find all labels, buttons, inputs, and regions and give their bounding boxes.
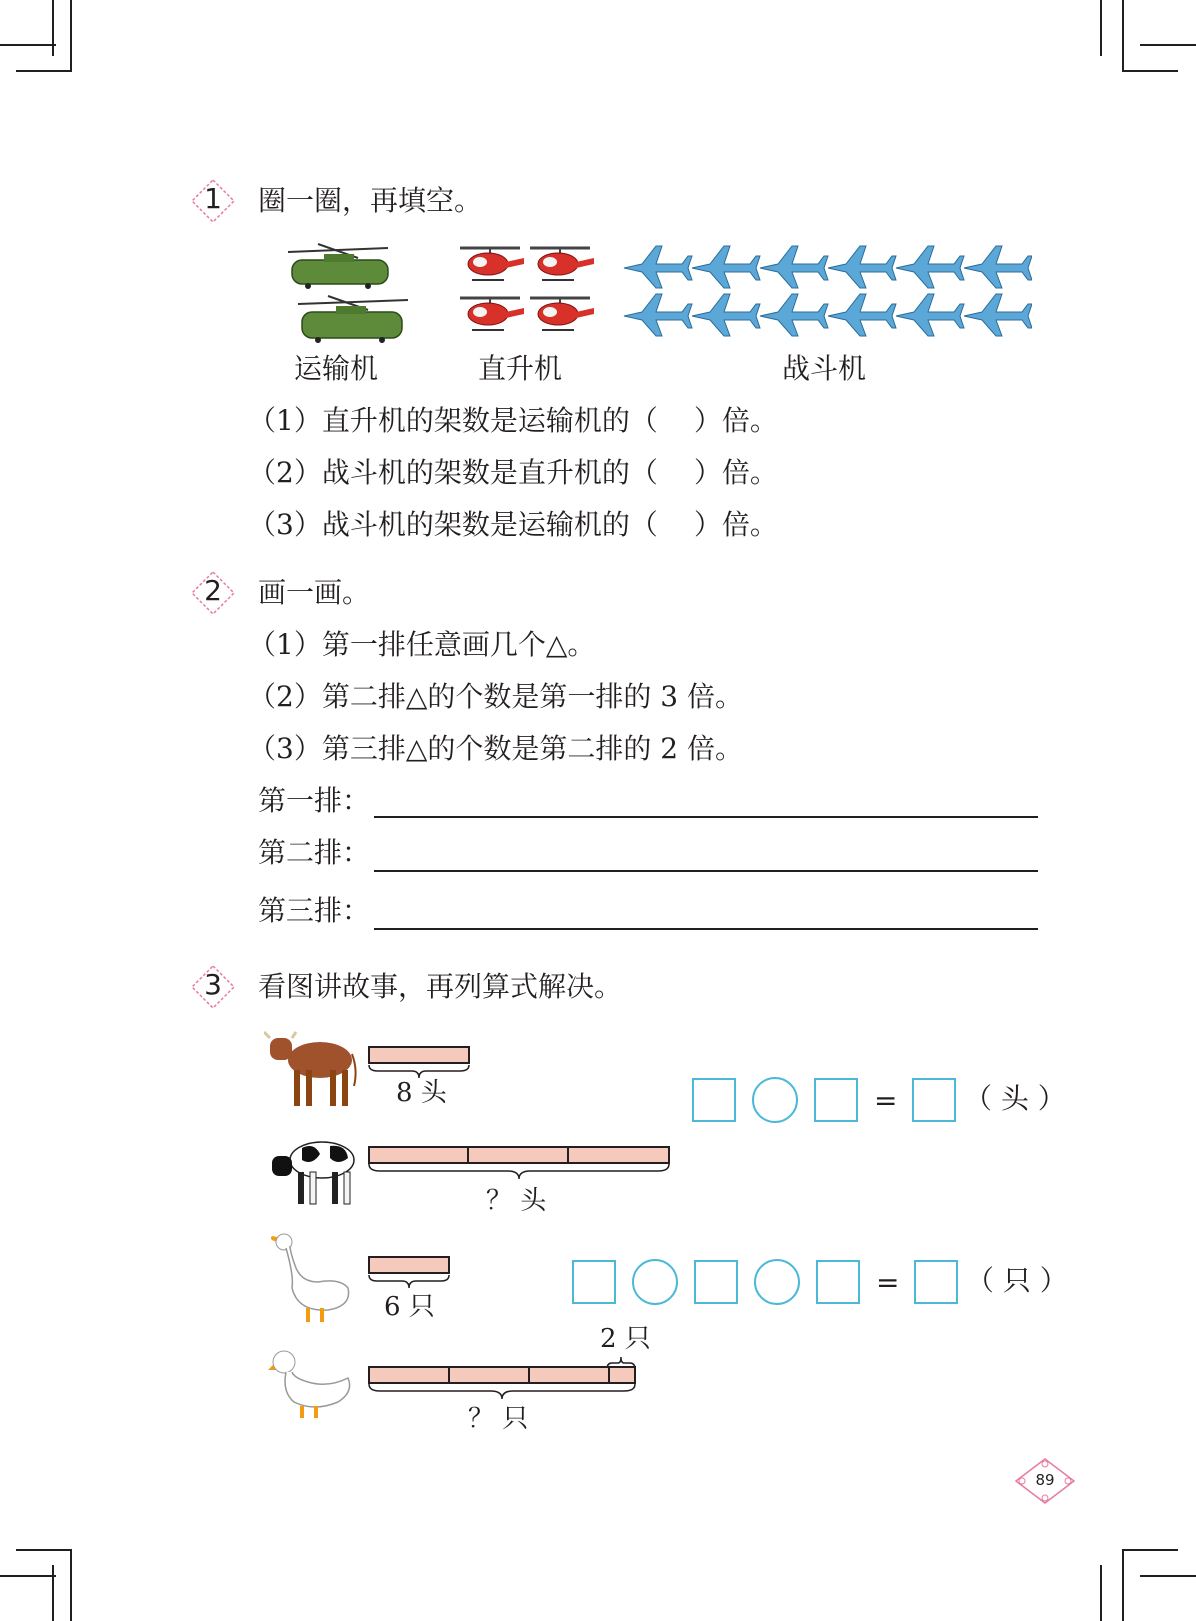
brace-cattle-top	[368, 1064, 470, 1078]
question-number: 1	[204, 182, 222, 215]
q1-item-1-suffix: ）倍。	[693, 404, 778, 437]
question-number: 2	[204, 574, 222, 607]
q1-item-3-suffix: ）倍。	[693, 508, 778, 541]
answer-box[interactable]	[814, 1078, 858, 1122]
fighter-jet-icon	[760, 246, 828, 288]
question-number-badge	[190, 570, 236, 616]
question-title: 画一画。	[258, 576, 371, 609]
q1-item-2-suffix: ）倍。	[693, 456, 778, 489]
equals-sign: =	[874, 1084, 898, 1117]
q2-item-2: （2）第二排△的个数是第一排的 3 倍。	[248, 680, 743, 713]
fighter-jet-icon	[760, 294, 828, 336]
drawing-line-1[interactable]	[374, 816, 1038, 818]
brace-goose-extra	[606, 1354, 636, 1366]
drawing-line-3[interactable]	[374, 928, 1038, 930]
fighter-jet-icon	[828, 246, 896, 288]
question-title: 圈一圈，再填空。	[258, 184, 483, 217]
fighter-jet-icon	[692, 246, 760, 288]
q2-item-1: （1）第一排任意画几个△。	[248, 628, 596, 661]
label-unknown-head: ？ 头	[486, 1186, 547, 1216]
brace-goose-bottom	[368, 1384, 636, 1400]
label-fighter: 战斗机	[782, 352, 867, 385]
red-helicopter-icon	[530, 298, 594, 330]
transport-aircraft-group	[268, 238, 418, 348]
fighter-jet-icon	[896, 246, 964, 288]
fighter-jet-icon	[624, 246, 692, 288]
fighter-jet-icon	[964, 246, 1032, 288]
fighter-jet-group	[622, 242, 1032, 342]
q2-item-3: （3）第三排△的个数是第二排的 2 倍。	[248, 732, 743, 765]
bar-divider	[608, 1368, 610, 1382]
label-unknown-only: ？ 只	[468, 1404, 529, 1434]
bar-goose-one-part	[368, 1256, 450, 1274]
q1-item-3	[248, 508, 778, 542]
bar-divider	[567, 1148, 569, 1162]
row-label-2: 第二排：	[258, 836, 371, 869]
page-number: 89	[1035, 1471, 1055, 1489]
answer-box[interactable]	[572, 1260, 616, 1304]
q1-item-1-prefix: （1）直升机的架数是运输机的（	[248, 404, 658, 437]
operator-circle[interactable]	[752, 1077, 798, 1123]
label-helicopter: 直升机	[478, 352, 563, 385]
helicopter-group	[458, 242, 598, 342]
red-helicopter-icon	[460, 248, 524, 280]
row-label-1: 第一排：	[258, 784, 371, 817]
question-number-badge	[190, 964, 236, 1010]
unit-only: （ 只 ）	[966, 1264, 1068, 1297]
bar-divider	[467, 1148, 469, 1162]
label-6-only: 6 只	[384, 1292, 435, 1322]
fighter-jet-icon	[692, 294, 760, 336]
fighter-jet-icon	[828, 294, 896, 336]
question-number: 3	[204, 968, 222, 1001]
label-8-head: 8 头	[396, 1078, 447, 1108]
bar-divider	[448, 1368, 450, 1382]
question-title: 看图讲故事，再列算式解决。	[258, 970, 623, 1003]
q1-item-1	[248, 404, 778, 438]
bar-divider	[528, 1368, 530, 1382]
bar-cattle-three-parts	[368, 1146, 670, 1164]
fighter-jet-icon	[624, 294, 692, 336]
brace-cattle-bottom	[368, 1164, 670, 1180]
answer-box[interactable]	[912, 1078, 956, 1122]
q1-item-2	[248, 456, 778, 490]
equals-sign: =	[876, 1266, 900, 1299]
answer-box[interactable]	[914, 1260, 958, 1304]
brace-goose-top	[368, 1274, 450, 1288]
dairy-cow-icon	[268, 1132, 360, 1208]
duck-icon	[268, 1342, 356, 1424]
brown-cow-icon	[264, 1030, 360, 1112]
red-helicopter-icon	[530, 248, 594, 280]
goose-icon	[268, 1232, 356, 1328]
fighter-jet-icon	[964, 294, 1032, 336]
unit-head: （ 头 ）	[964, 1082, 1066, 1115]
question-number-badge	[190, 178, 236, 224]
answer-box[interactable]	[692, 1078, 736, 1122]
label-transport: 运输机	[294, 352, 379, 385]
transport-helicopter-icon	[298, 296, 408, 343]
answer-box[interactable]	[816, 1260, 860, 1304]
label-2-only: 2 只	[600, 1324, 651, 1354]
answer-box[interactable]	[694, 1260, 738, 1304]
q1-item-3-prefix: （3）战斗机的架数是运输机的（	[248, 508, 658, 541]
row-label-3: 第三排：	[258, 894, 371, 927]
transport-helicopter-icon	[288, 244, 388, 289]
operator-circle[interactable]	[754, 1259, 800, 1305]
bar-goose-four-parts	[368, 1366, 636, 1384]
page-number-badge	[1012, 1456, 1078, 1506]
fighter-jet-icon	[896, 294, 964, 336]
operator-circle[interactable]	[632, 1259, 678, 1305]
red-helicopter-icon	[460, 298, 524, 330]
drawing-line-2[interactable]	[374, 870, 1038, 872]
q1-item-2-prefix: （2）战斗机的架数是直升机的（	[248, 456, 658, 489]
bar-cattle-one-part	[368, 1046, 470, 1064]
